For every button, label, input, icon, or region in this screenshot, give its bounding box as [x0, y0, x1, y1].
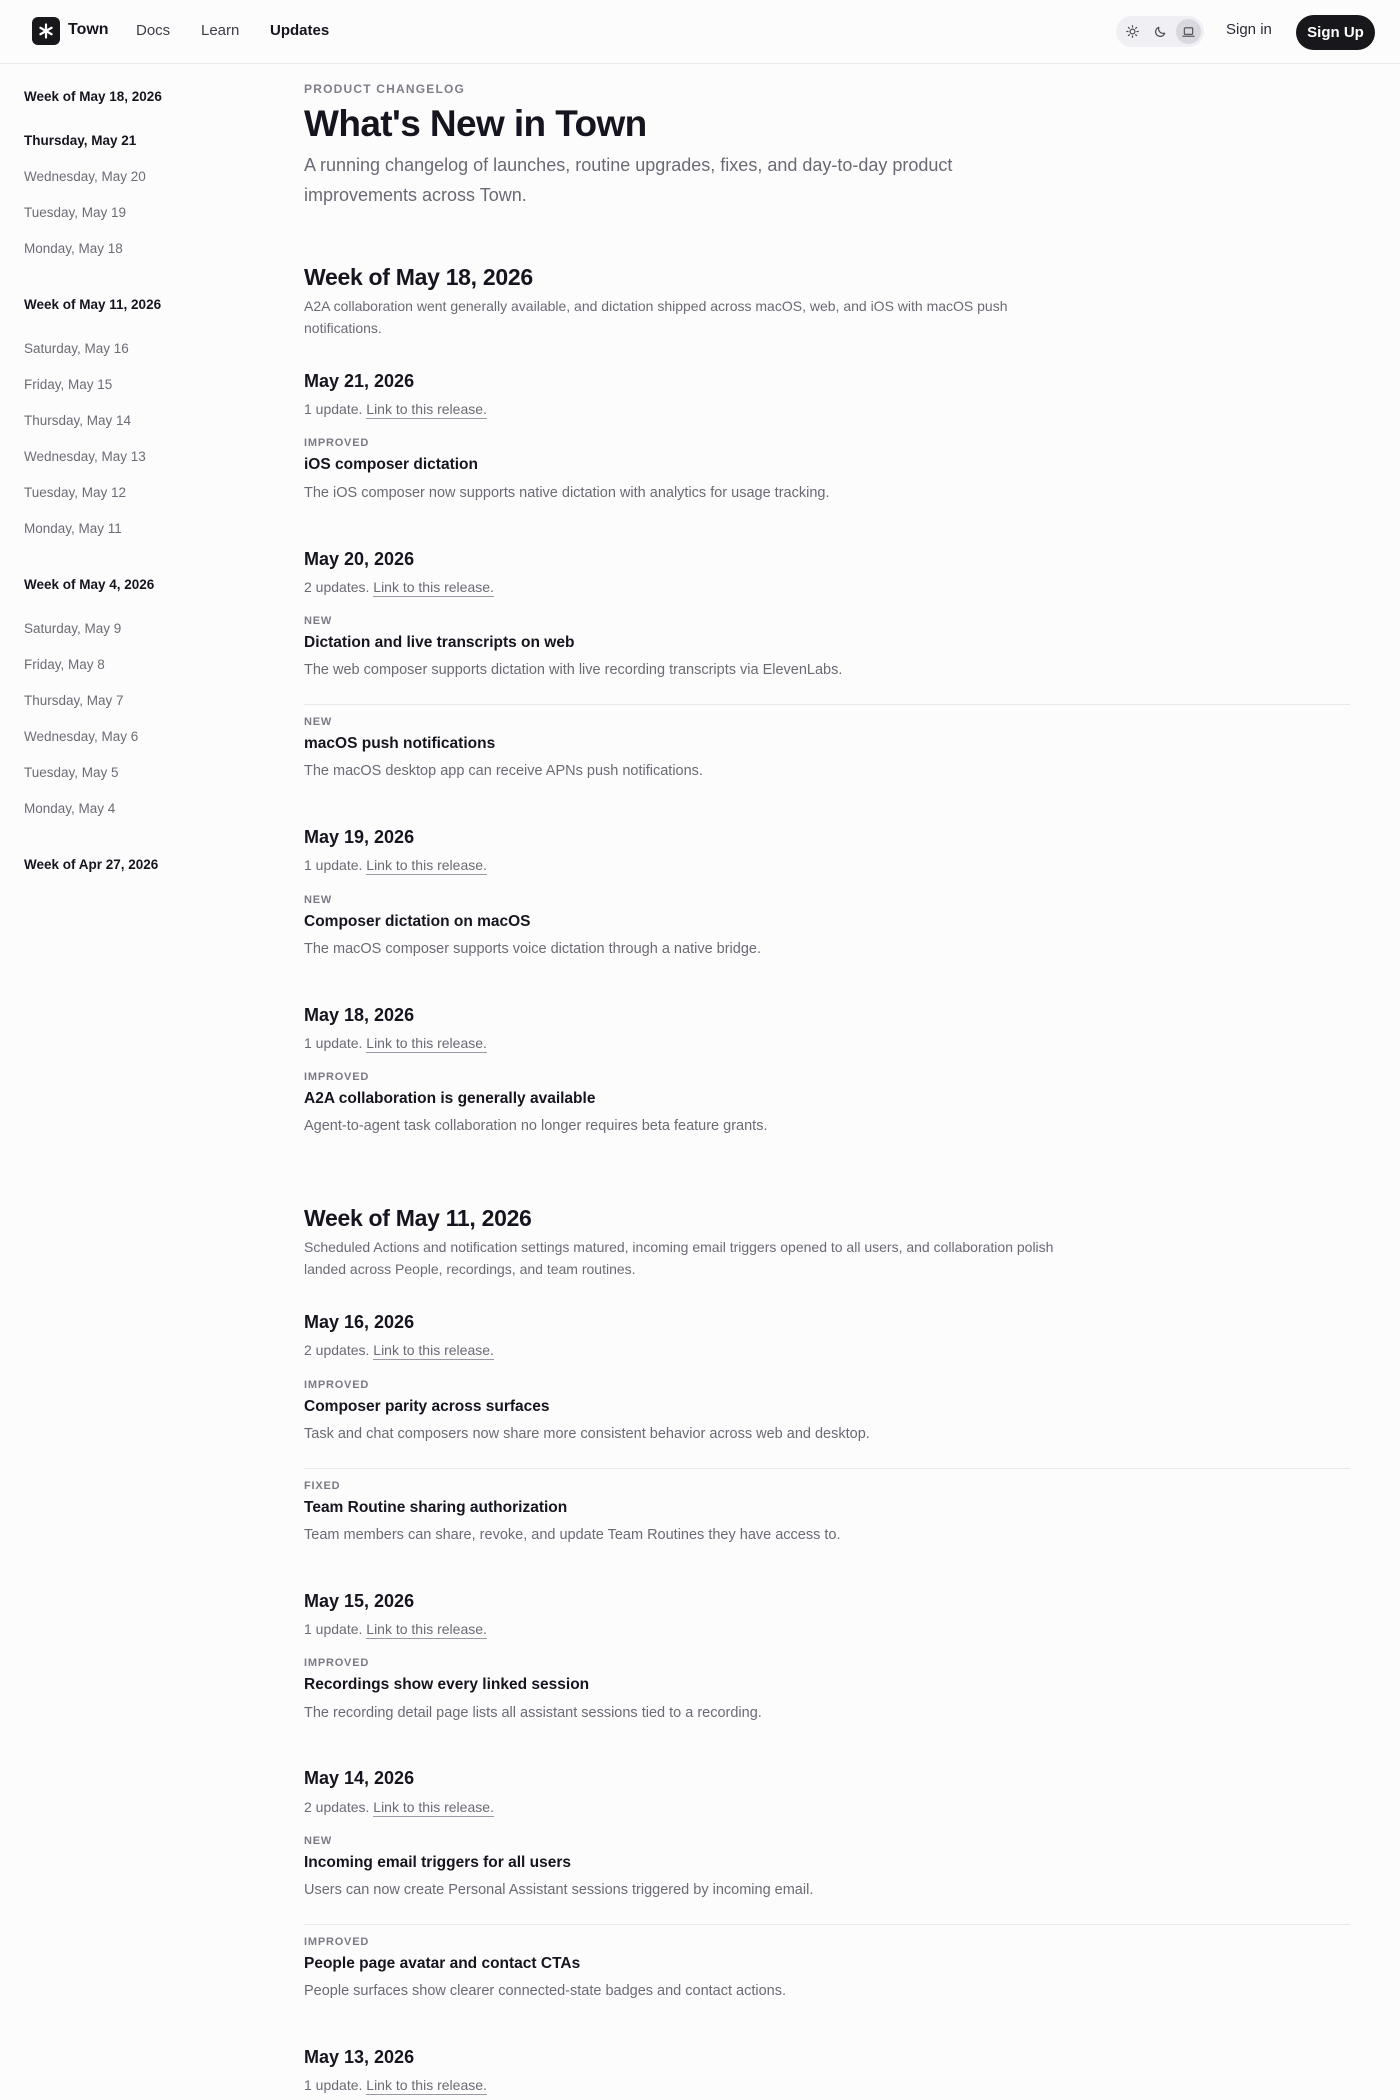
sidebar-day-may-21[interactable]: Thursday, May 21: [24, 133, 137, 148]
update-count: 2 updates.: [304, 1342, 370, 1358]
release-meta: [304, 401, 487, 417]
change-description: Agent-to-agent task collaboration no longer requires beta feature grants.: [304, 1118, 768, 1134]
change-tag: NEW: [304, 1835, 333, 1847]
nav-learn[interactable]: Learn: [201, 22, 240, 39]
sidebar-day-may-20[interactable]: Wednesday, May 20: [24, 169, 146, 184]
sign-in-link[interactable]: Sign in: [1226, 21, 1272, 38]
change-title: Recordings show every linked session: [304, 1676, 590, 1693]
release-date: May 20, 2026: [304, 549, 415, 569]
page-eyebrow: PRODUCT CHANGELOG: [304, 82, 466, 96]
sidebar-day-may-19[interactable]: Tuesday, May 19: [24, 205, 127, 220]
release-date: May 16, 2026: [304, 1312, 415, 1332]
release-date: May 18, 2026: [304, 1005, 415, 1025]
change-description: Task and chat composers now share more consistent behavior across web and desktop.: [304, 1426, 870, 1442]
system-theme-button[interactable]: [1176, 19, 1201, 44]
update-count: 2 updates.: [304, 579, 370, 595]
sun-icon: [1126, 25, 1139, 38]
change-tag: IMPROVED: [304, 1657, 370, 1669]
sign-up-button[interactable]: Sign Up: [1296, 15, 1375, 50]
release-meta: [304, 1342, 494, 1358]
item-divider: [304, 1924, 1350, 1925]
change-title: People page avatar and contact CTAs: [304, 1955, 581, 1972]
change-tag: IMPROVED: [304, 1071, 370, 1083]
release-link[interactable]: Link to this release.: [373, 1342, 494, 1358]
release-meta: [304, 1799, 494, 1815]
change-description: People surfaces show clearer connected-state badges and contact actions.: [304, 1983, 787, 1999]
release-date: May 14, 2026: [304, 1768, 415, 1788]
sidebar-week-apr-27[interactable]: Week of Apr 27, 2026: [24, 857, 159, 872]
change-tag: NEW: [304, 894, 333, 906]
update-count: 1 update.: [304, 401, 363, 417]
moon-icon: [1154, 25, 1167, 38]
change-title: Composer parity across surfaces: [304, 1398, 550, 1415]
change-description: The macOS composer supports voice dictation through a native bridge.: [304, 941, 761, 957]
light-theme-button[interactable]: [1120, 19, 1145, 44]
change-tag: IMPROVED: [304, 1379, 370, 1391]
page-title: What's New in Town: [304, 103, 647, 144]
change-title: macOS push notifications: [304, 735, 496, 752]
update-count: 1 update.: [304, 1621, 363, 1637]
sidebar-day-may-7[interactable]: Thursday, May 7: [24, 693, 124, 708]
week-heading: Week of May 11, 2026: [304, 1205, 532, 1231]
change-tag: NEW: [304, 716, 333, 728]
sidebar-day-may-14[interactable]: Thursday, May 14: [24, 413, 132, 428]
town-logo-icon[interactable]: [32, 17, 60, 45]
release-link[interactable]: Link to this release.: [373, 1799, 494, 1815]
release-meta: [304, 2077, 487, 2093]
change-title: iOS composer dictation: [304, 456, 478, 473]
release-date: May 15, 2026: [304, 1591, 415, 1611]
change-tag: IMPROVED: [304, 437, 370, 449]
sidebar-day-may-11[interactable]: Monday, May 11: [24, 521, 122, 536]
nav-docs[interactable]: Docs: [136, 22, 171, 39]
sidebar-day-may-16[interactable]: Saturday, May 16: [24, 341, 129, 356]
change-title: A2A collaboration is generally available: [304, 1090, 596, 1107]
release-meta: [304, 1035, 487, 1051]
change-title: Dictation and live transcripts on web: [304, 634, 575, 651]
sidebar-day-may-4[interactable]: Monday, May 4: [24, 801, 116, 816]
release-meta: [304, 1621, 487, 1637]
item-divider: [304, 1468, 1350, 1469]
release-link[interactable]: Link to this release.: [373, 579, 494, 595]
sidebar-week-may-11[interactable]: Week of May 11, 2026: [24, 297, 162, 312]
sidebar-day-may-6[interactable]: Wednesday, May 6: [24, 729, 139, 744]
change-description: Users can now create Personal Assistant sessions triggered by incoming email.: [304, 1882, 814, 1898]
change-description: The iOS composer now supports native dictation with analytics for usage tracking.: [304, 485, 830, 501]
week-description: A2A collaboration went generally available, and dictation shipped across macOS, web, and iOS with macOS push notifications.: [304, 298, 1008, 336]
release-meta: [304, 579, 494, 595]
item-divider: [304, 704, 1350, 705]
update-count: 2 updates.: [304, 1799, 370, 1815]
release-link[interactable]: Link to this release.: [366, 1035, 487, 1051]
dark-theme-button[interactable]: [1148, 19, 1173, 44]
release-link[interactable]: Link to this release.: [366, 2077, 487, 2093]
sidebar-week-may-4[interactable]: Week of May 4, 2026: [24, 577, 155, 592]
update-count: 1 update.: [304, 2077, 363, 2093]
sidebar-week-may-18[interactable]: Week of May 18, 2026: [24, 89, 162, 104]
change-description: The macOS desktop app can receive APNs push notifications.: [304, 763, 703, 779]
release-link[interactable]: Link to this release.: [366, 857, 487, 873]
sidebar-day-may-8[interactable]: Friday, May 8: [24, 657, 105, 672]
release-date: May 13, 2026: [304, 2047, 415, 2067]
week-heading: Week of May 18, 2026: [304, 264, 533, 290]
release-meta: [304, 857, 487, 873]
release-date: May 19, 2026: [304, 827, 415, 847]
top-bar: [0, 0, 1400, 64]
change-title: Incoming email triggers for all users: [304, 1854, 572, 1871]
week-description: Scheduled Actions and notification settings matured, incoming email triggers opened to all users, and collaboration polish landed across People, recordings, and team routines.: [304, 1239, 1054, 1277]
change-tag: IMPROVED: [304, 1936, 370, 1948]
laptop-icon: [1182, 26, 1195, 38]
change-description: Team members can share, revoke, and update Team Routines they have access to.: [304, 1527, 841, 1543]
change-title: Composer dictation on macOS: [304, 913, 531, 930]
change-title: Team Routine sharing authorization: [304, 1499, 568, 1516]
sidebar-day-may-9[interactable]: Saturday, May 9: [24, 621, 122, 636]
release-link[interactable]: Link to this release.: [366, 401, 487, 417]
sidebar-day-may-5[interactable]: Tuesday, May 5: [24, 765, 119, 780]
brand-name[interactable]: Town: [68, 21, 109, 38]
sidebar-day-may-15[interactable]: Friday, May 15: [24, 377, 113, 392]
change-description: The web composer supports dictation with live recording transcripts via ElevenLabs.: [304, 662, 843, 678]
sidebar-day-may-12[interactable]: Tuesday, May 12: [24, 485, 127, 500]
release-date: May 21, 2026: [304, 371, 415, 391]
sidebar-day-may-13[interactable]: Wednesday, May 13: [24, 449, 146, 464]
nav-updates[interactable]: Updates: [270, 22, 330, 39]
change-tag: FIXED: [304, 1480, 341, 1492]
sidebar-day-may-18[interactable]: Monday, May 18: [24, 241, 123, 256]
release-link[interactable]: Link to this release.: [366, 1621, 487, 1637]
change-tag: NEW: [304, 615, 333, 627]
change-description: The recording detail page lists all assistant sessions tied to a recording.: [304, 1705, 762, 1721]
page-subtitle: A running changelog of launches, routine upgrades, fixes, and day-to-day product improvements across Town.: [304, 155, 953, 205]
theme-toggle: [1116, 16, 1204, 47]
update-count: 1 update.: [304, 1035, 363, 1051]
update-count: 1 update.: [304, 857, 363, 873]
